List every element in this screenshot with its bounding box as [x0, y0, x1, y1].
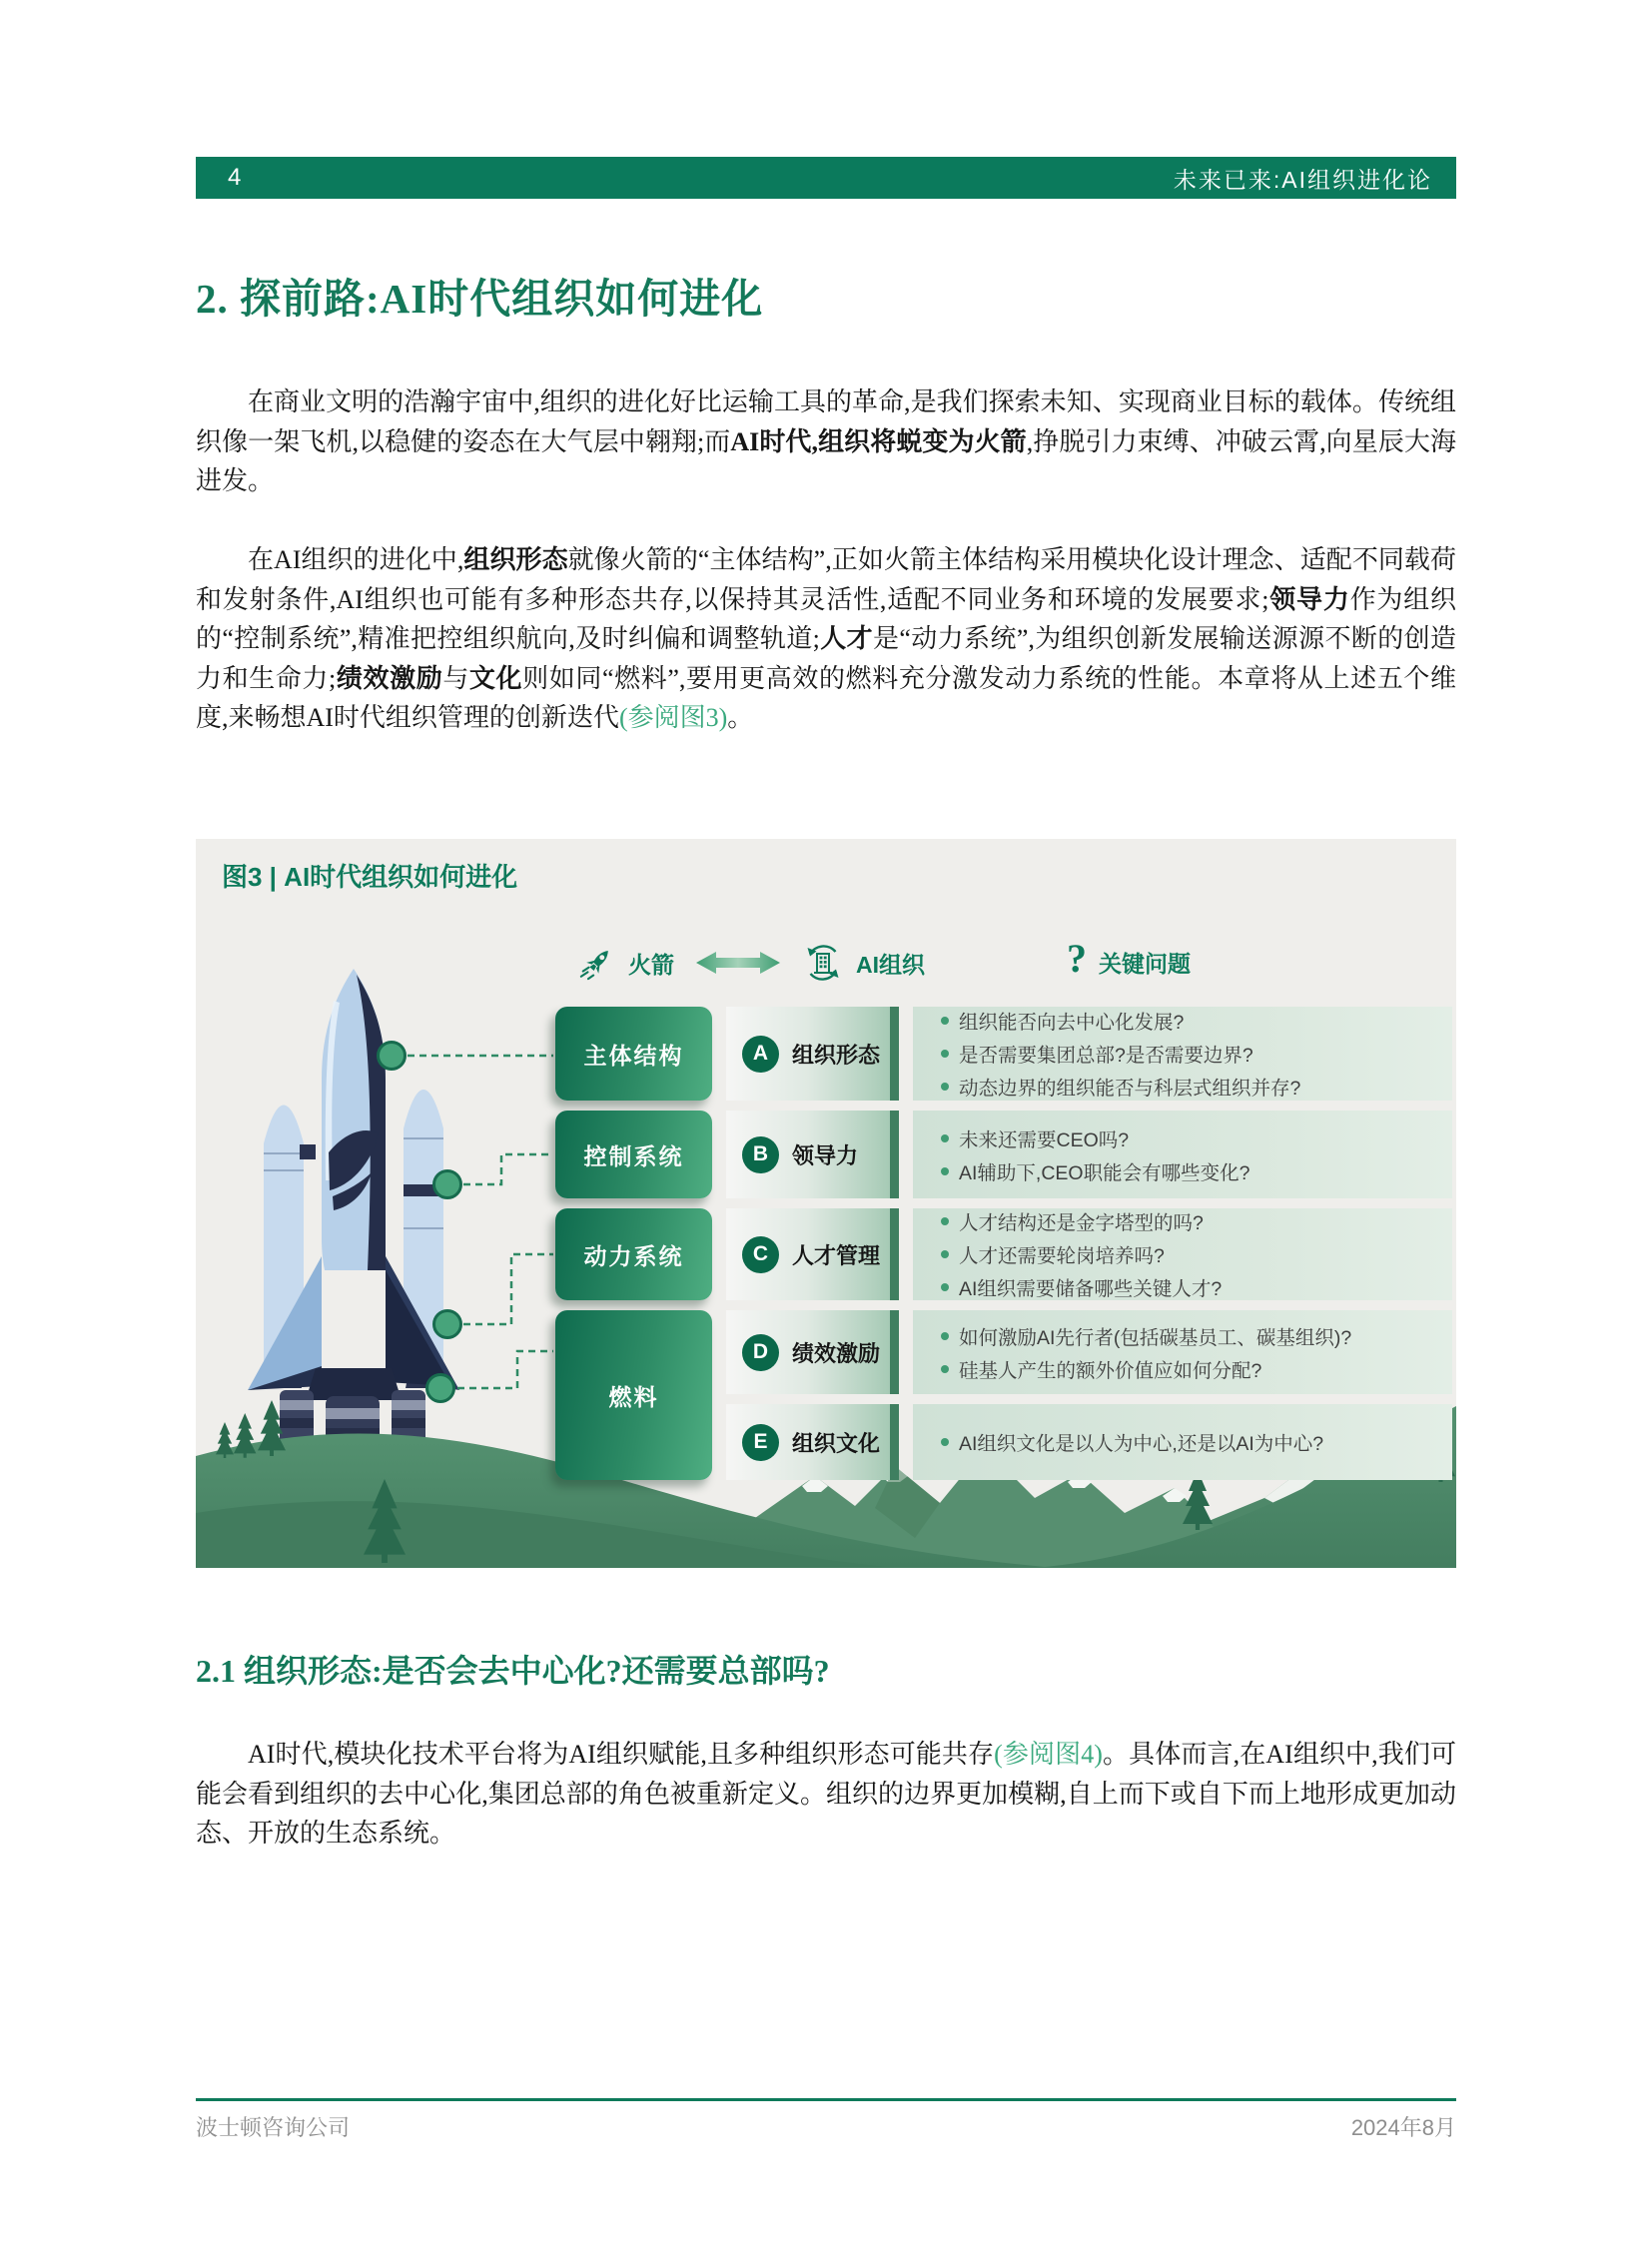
p1-bold: AI时代,组织将蜕变为火箭 — [730, 426, 1027, 456]
footer-company: 波士顿咨询公司 — [196, 2115, 351, 2140]
rocket-part-fuel: 燃料 — [555, 1310, 712, 1480]
question-text: 如何激励AI先行者(包括碳基员工、碳基组织)? — [959, 1326, 1352, 1349]
p2-bold: 绩效激励 — [336, 663, 443, 693]
figure-legend-right — [1067, 936, 1191, 982]
bullet-dot — [941, 1365, 949, 1373]
page-header-bar — [196, 157, 1456, 199]
p2-text: 与 — [442, 663, 469, 693]
aspect-cell-C — [726, 1208, 899, 1300]
footer-date: 2024年8月 — [1350, 2115, 1456, 2140]
questions-cell-D — [913, 1310, 1452, 1394]
p2-text: 就像火箭的“主体结构”,正如火箭主体结构采用模块化设计理念、适配不同载荷和发射条件,AI组织也可能有多种形态共存,以保持其灵活性,适配不同业务和环境的发展要求; — [196, 545, 1456, 614]
rocket-part-power: 动力系统 — [555, 1208, 712, 1300]
question-text: 人才还需要轮岗培养吗? — [959, 1245, 1165, 1267]
p2-bold: 文化 — [468, 663, 523, 693]
ai-organization-icon — [802, 942, 844, 984]
figure-table — [555, 1007, 1452, 1480]
figure4-reference-link[interactable]: (参阅图4) — [994, 1740, 1103, 1769]
question-text: 硅基人产生的额外价值应如何分配? — [959, 1359, 1262, 1382]
letter-badge-E: E — [742, 1424, 779, 1461]
legend-rocket-label: 火箭 — [628, 951, 674, 978]
p2-text: 在AI组织的进化中, — [248, 545, 464, 574]
question-item — [941, 1040, 1444, 1068]
p3-text: AI时代,模块化技术平台将为AI组织赋能,且多种组织形态可能共存 — [248, 1740, 995, 1769]
aspect-cell-D — [726, 1310, 899, 1394]
aspect-label-B: 领导力 — [792, 1142, 859, 1168]
question-item — [941, 1157, 1444, 1185]
p2-text: 作为组织的“控制系统”,精准把控组织航向,及时纠偏和调整轨道; — [196, 584, 1456, 653]
bullet-dot — [941, 1083, 949, 1091]
p2-bold: 领导力 — [1268, 584, 1350, 614]
question-item — [941, 1073, 1444, 1101]
subsection-heading: 2.1 组织形态:是否会去中心化?还需要总部吗? — [196, 1653, 830, 1689]
figure3-reference-link[interactable]: (参阅图3) — [618, 703, 728, 732]
question-item — [941, 1322, 1444, 1350]
bullet-dot — [941, 1017, 949, 1025]
header-title: 未来已来:AI组织进化论 — [1173, 166, 1432, 193]
page-number: 4 — [228, 164, 242, 191]
paragraph-3 — [196, 1735, 1456, 1854]
aspect-cell-A — [726, 1007, 899, 1101]
aspect-label-A: 组织形态 — [792, 1042, 881, 1068]
question-item — [941, 1007, 1444, 1035]
bullet-dot — [941, 1332, 949, 1340]
bullet-dot — [941, 1438, 949, 1446]
legend-questions-label: 关键问题 — [1099, 950, 1191, 977]
p2-text: 则如同“燃料”,要用更高效的燃料充分激发动力系统的性能。本章将从上述五个维度,来畅想AI时代组织管理的创新迭代 — [196, 663, 1456, 732]
exchange-arrow-icon — [694, 949, 782, 977]
rocket-icon — [578, 944, 616, 982]
p2-text: 。 — [727, 703, 754, 732]
question-item — [941, 1355, 1444, 1383]
letter-badge-A: A — [742, 1036, 779, 1073]
questions-cell-B — [913, 1111, 1452, 1198]
p1-text: ,挣脱引力束缚、冲破云霄,向星辰大海进发。 — [196, 426, 1456, 495]
question-text: 是否需要集团总部?是否需要边界? — [959, 1045, 1253, 1067]
bullet-dot — [941, 1250, 949, 1258]
question-text: AI辅助下,CEO职能会有哪些变化? — [959, 1161, 1250, 1184]
paragraph-1 — [196, 382, 1456, 501]
question-item — [941, 1273, 1444, 1301]
figure-3 — [196, 839, 1456, 1568]
question-item — [941, 1124, 1444, 1152]
figure-legend-left — [578, 942, 925, 984]
question-text: 组织能否向去中心化发展? — [959, 1012, 1185, 1034]
legend-org-label: AI组织 — [856, 951, 925, 978]
p2-text: 是“动力系统”,为组织创新发展输送源源不断的创造力和生命力; — [196, 624, 1456, 693]
bullet-dot — [941, 1167, 949, 1175]
rocket-part-body: 主体结构 — [555, 1007, 712, 1101]
bullet-dot — [941, 1134, 949, 1142]
page-footer — [196, 2111, 1456, 2142]
aspect-label-C: 人才管理 — [792, 1242, 881, 1268]
p1-text: 在商业文明的浩瀚宇宙中,组织的进化好比运输工具的革命,是我们探索未知、实现商业目标的载体。传统组织像一架飞机,以稳健的姿态在大气层中翱翔;而 — [196, 387, 1456, 456]
rocket-part-control: 控制系统 — [555, 1111, 712, 1198]
question-text: 人才结构还是金字塔型的吗? — [959, 1212, 1204, 1234]
question-text: AI组织需要储备哪些关键人才? — [959, 1278, 1223, 1300]
question-item — [941, 1240, 1444, 1268]
questions-cell-C — [913, 1208, 1452, 1300]
letter-badge-B: B — [742, 1136, 779, 1173]
paragraph-2 — [196, 540, 1456, 738]
footer-rule — [196, 2098, 1456, 2101]
bullet-dot — [941, 1217, 949, 1225]
question-text: 动态边界的组织能否与科层式组织并存? — [959, 1078, 1301, 1100]
figure-title: 图3 | AI时代组织如何进化 — [222, 862, 518, 892]
questions-cell-A — [913, 1007, 1452, 1101]
aspect-label-E: 组织文化 — [792, 1430, 881, 1456]
aspect-cell-B — [726, 1111, 899, 1198]
question-text: 未来还需要CEO吗? — [959, 1128, 1130, 1151]
p2-bold: 人才 — [819, 624, 873, 653]
question-item — [941, 1428, 1444, 1456]
question-item — [941, 1207, 1444, 1235]
bullet-dot — [941, 1050, 949, 1058]
p2-bold: 组织形态 — [463, 545, 568, 574]
aspect-cell-E — [726, 1404, 899, 1480]
aspect-label-D: 绩效激励 — [792, 1340, 881, 1366]
question-mark-icon: ? — [1067, 936, 1087, 981]
question-text: AI组织文化是以人为中心,还是以AI为中心? — [959, 1433, 1324, 1455]
letter-badge-C: C — [742, 1236, 779, 1273]
questions-cell-E — [913, 1404, 1452, 1480]
bullet-dot — [941, 1283, 949, 1291]
section-heading: 2. 探前路:AI时代组织如何进化 — [196, 276, 764, 322]
letter-badge-D: D — [742, 1334, 779, 1371]
p3-text: 。具体而言,在AI组织中,我们可能会看到组织的去中心化,集团总部的角色被重新定义。组织的边界更加模糊,自上而下或自下而上地形成更加动态、开放的生态系统。 — [196, 1740, 1456, 1848]
